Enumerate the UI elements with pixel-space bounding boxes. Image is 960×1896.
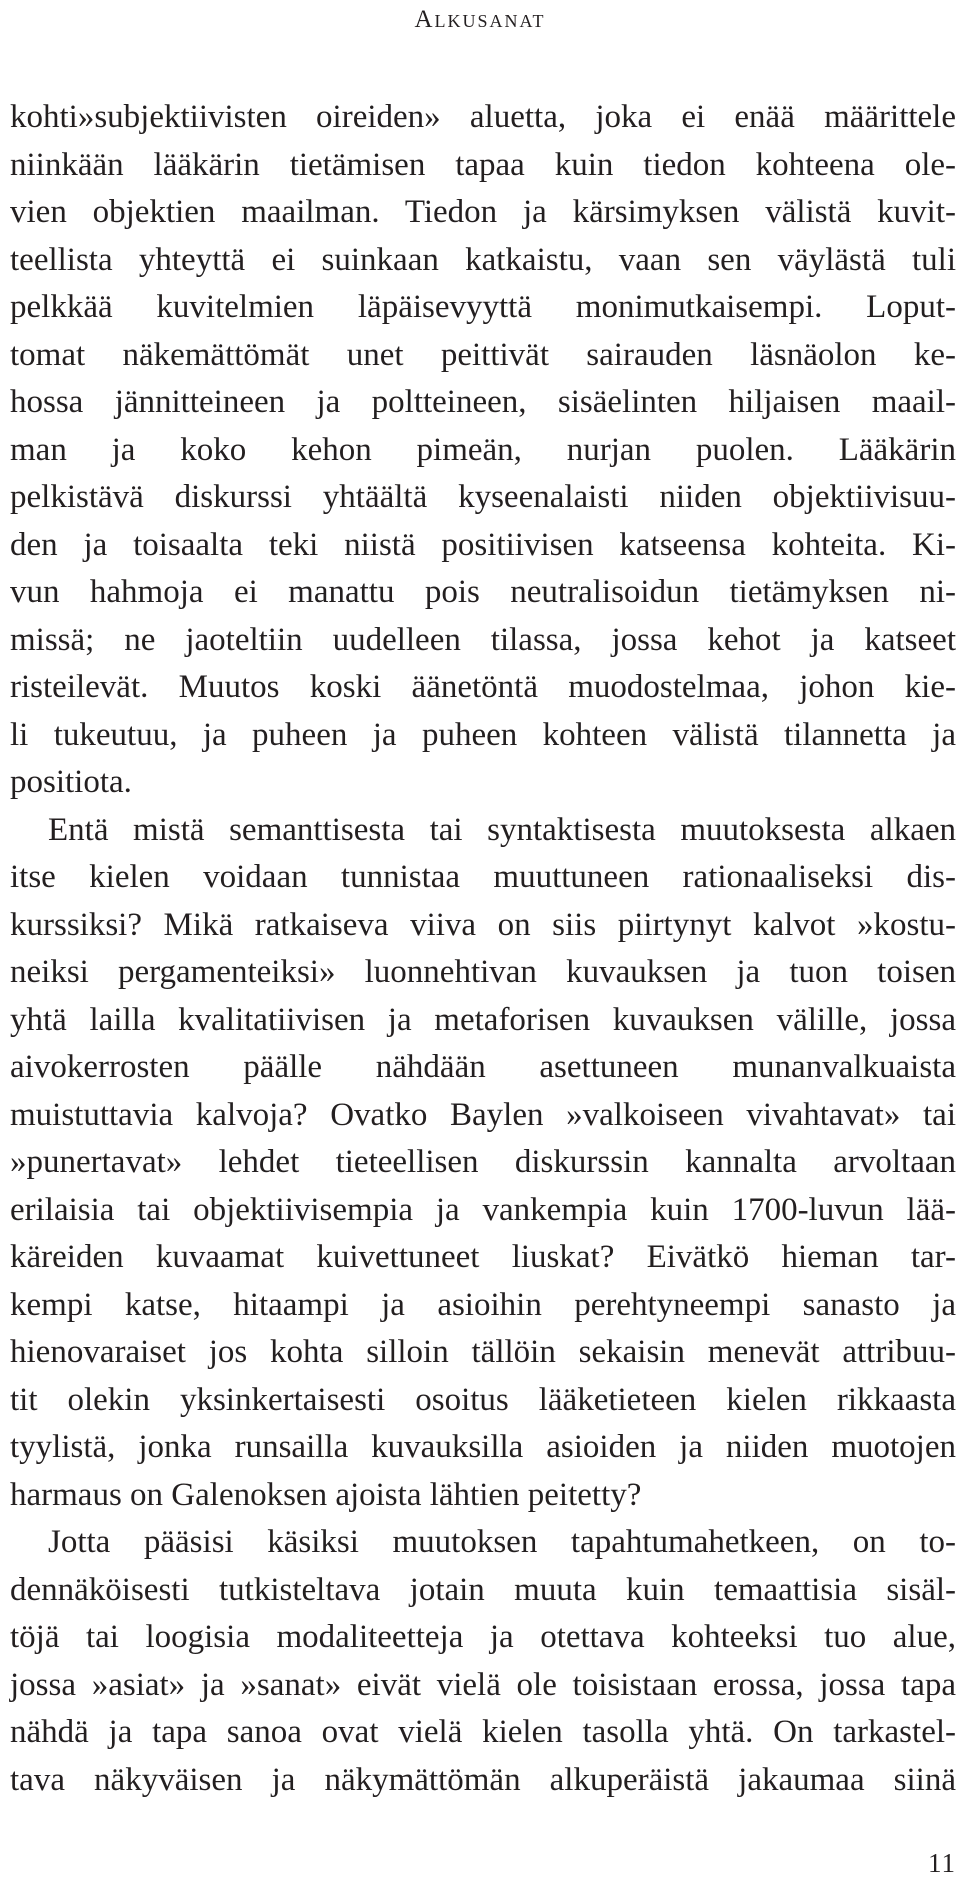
text-line: yhtä lailla kvalitatiivisen ja metaforisen kuvauksen välille, jossa xyxy=(10,1001,956,1038)
text-line: Entä mistä semanttisesta tai syntaktisesta muutoksesta alkaen xyxy=(48,811,956,848)
text-line: pelkkää kuvitelmien läpäisevyyttä monimutkaisempi. Loput- xyxy=(10,289,956,325)
text-line: harmaus on Galenoksen ajoista lähtien peitetty? xyxy=(10,1476,642,1513)
text-line: töjä tai loogisia modaliteetteja ja otettava kohteeksi tuo alue, xyxy=(10,1619,956,1655)
text-line: vien objektien maailman. Tiedon ja kärsimyksen välistä kuvit- xyxy=(10,194,956,230)
text-line: Jotta pääsisi käsiksi muutoksen tapahtumahetkeen, on to- xyxy=(48,1524,956,1560)
running-head: Alkusanat xyxy=(414,6,546,33)
text-line: man ja koko kehon pimeän, nurjan puolen. Lääkärin xyxy=(10,431,956,468)
page-number: 11 xyxy=(928,1848,956,1878)
text-line: den ja toisaalta teki niistä positiivisen katseensa kohteita. Ki- xyxy=(10,526,956,563)
text-line: tava näkyväisen ja näkymättömän alkuperäistä jakaumaa siinä xyxy=(10,1761,956,1798)
text-line: hienovaraiset jos kohta silloin tällöin sekaisin menevät attribuu- xyxy=(10,1334,956,1370)
text-line: missä; ne jaoteltiin uudelleen tilassa, jossa kehot ja katseet xyxy=(10,621,956,658)
text-line: pelkistävä diskurssi yhtäältä kyseenalaisti niiden objektiivisuu- xyxy=(10,479,956,515)
text-line: hossa jännitteineen ja poltteineen, sisäelinten hiljaisen maail- xyxy=(10,384,956,420)
text-line: itse kielen voidaan tunnistaa muuttuneen rationaaliseksi dis- xyxy=(10,859,956,895)
text-line: kempi katse, hitaampi ja asioihin perehtyneempi sanasto ja xyxy=(10,1286,956,1323)
text-line: neiksi pergamenteiksi» luonnehtivan kuvauksen ja tuon toisen xyxy=(10,954,956,990)
text-line: niinkään lääkärin tietämisen tapaa kuin tiedon kohteena ole- xyxy=(10,146,956,183)
text-line: tit olekin yksinkertaisesti osoitus lääketieteen kielen rikkaasta xyxy=(10,1381,956,1418)
text-line: tyylistä, jonka runsailla kuvauksilla asioiden ja niiden muotojen xyxy=(10,1429,956,1465)
text-line: tomat näkemättömät unet peittivät sairauden läsnäolon ke- xyxy=(10,336,956,373)
text-line: positiota. xyxy=(10,764,132,800)
text-line: vun hahmoja ei manattu pois neutralisoidun tietämyksen ni- xyxy=(10,574,956,610)
text-line: risteilevät. Muutos koski äänetöntä muodostelmaa, johon kie- xyxy=(10,669,956,705)
text-line: »punertavat» lehdet tieteellisen diskurssin kannalta arvoltaan xyxy=(10,1144,956,1180)
text-line: li tukeutuu, ja puheen ja puheen kohteen välistä tilannetta ja xyxy=(10,716,956,753)
text-line: dennäköisesti tutkisteltava jotain muuta kuin temaattisia sisäl- xyxy=(10,1571,956,1608)
text-line: erilaisia tai objektiivisempia ja vankempia kuin 1700-luvun lää- xyxy=(10,1191,956,1228)
body-text xyxy=(10,94,956,1804)
text-line: jossa »asiat» ja »sanat» eivät vielä ole toisistaan erossa, jossa tapa xyxy=(10,1666,956,1703)
text-line: muistuttavia kalvoja? Ovatko Baylen »valkoiseen vivahtavat» tai xyxy=(10,1096,956,1133)
text-line: aivokerrosten päälle nähdään asettuneen munanvalkuaista xyxy=(10,1049,956,1085)
text-line: kohti»subjektiivisten oireiden» aluetta, joka ei enää määrittele xyxy=(10,99,956,135)
text-line: nähdä ja tapa sanoa ovat vielä kielen tasolla yhtä. On tarkastel- xyxy=(10,1714,956,1750)
text-line: käreiden kuvaamat kuivettuneet liuskat? Eivätkö hieman tar- xyxy=(10,1239,956,1275)
text-line: teellista yhteyttä ei suinkaan katkaistu, vaan sen väylästä tuli xyxy=(10,241,956,278)
text-line: kurssiksi? Mikä ratkaiseva viiva on siis piirtynyt kalvot »kostu- xyxy=(10,906,956,943)
